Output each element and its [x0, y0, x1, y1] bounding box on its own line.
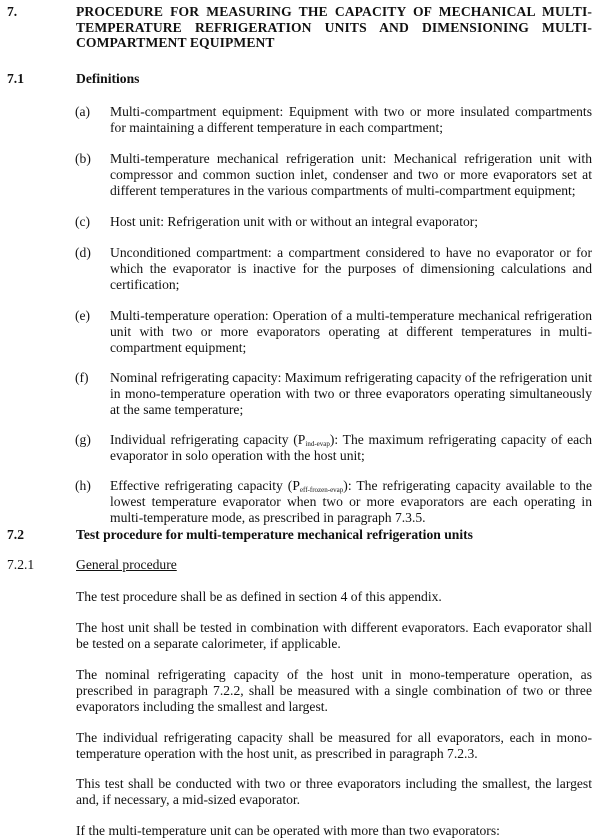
paragraph-5: This test shall be conducted with two or three evaporators including the smallest, the largest and, if necessary, a mid-sized evaporator.: [76, 776, 592, 808]
definition-label-a: (a): [75, 104, 91, 119]
section-7-title: PROCEDURE FOR MEASURING THE CAPACITY OF MECHANICAL MULTI-TEMPERATURE REFRIGERATION UNITS AND DIMENSIONING MULTI-COMPARTMENT EQUIPMENT: [76, 4, 592, 51]
definition-label-h: (h): [75, 478, 91, 493]
definition-g-text-before: Individual refrigerating capacity (P: [110, 432, 306, 447]
paragraph-2: The host unit shall be tested in combination with different evaporators. Each evaporator shall be tested on a separate calorimeter, if applicable.: [76, 620, 592, 652]
definition-b: Multi-temperature mechanical refrigeration unit: Mechanical refrigeration unit with compressor and common suction inlet, condenser and two or more evaporators set at different temperatures in the various compartments of multi-compartment equipment;: [110, 151, 592, 199]
definition-a: Multi-compartment equipment: Equipment with two or more insulated compartments for maintaining a different temperature in each compartment;: [110, 104, 592, 136]
section-7-2-1-title: [76, 557, 177, 573]
definition-g-text-after: ): The maximum refrigerating capacity of each evaporator in solo operation with the host unit;: [110, 432, 593, 464]
paragraph-6: If the multi-temperature unit can be operated with more than two evaporators:: [76, 823, 500, 838]
definition-label-g: (g): [75, 432, 91, 447]
definition-g-subscript: ind-evap: [305, 440, 330, 448]
definition-label-c: (c): [75, 214, 91, 229]
definition-label-f: (f): [75, 370, 89, 385]
definition-label-d: (d): [75, 245, 91, 260]
section-7-2-1-number: 7.2.1: [7, 557, 35, 572]
section-7-1-number: 7.1: [7, 71, 24, 86]
section-7-2-1-title-text: General procedure: [76, 557, 177, 572]
definition-label-e: (e): [75, 308, 91, 323]
definition-h-subscript: eff-frozen-evap: [299, 486, 344, 494]
paragraph-4: The individual refrigerating capacity shall be measured for all evaporators, each in mono-temperature operation with the host unit, as prescribed in paragraph 7.2.3.: [76, 730, 592, 762]
section-7-2-title: Test procedure for multi-temperature mechanical refrigeration units: [76, 527, 473, 542]
definition-c: Host unit: Refrigeration unit with or without an integral evaporator;: [110, 214, 479, 229]
definition-e: Multi-temperature operation: Operation of a multi-temperature mechanical refrigeration unit with two or more evaporators operating at different temperatures in multi-compartment equipment;: [110, 308, 592, 356]
section-7-2-number: 7.2: [7, 527, 24, 542]
definition-label-b: (b): [75, 151, 91, 166]
section-7-number: 7.: [7, 4, 18, 19]
section-7-1-title: Definitions: [76, 71, 140, 86]
definition-d: Unconditioned compartment: a compartment considered to have no evaporator or for which the evaporator is inactive for the purposes of dimensioning calculations and certification;: [110, 245, 592, 293]
definition-h-text-before: Effective refrigerating capacity (P: [110, 478, 300, 493]
paragraph-1: The test procedure shall be as defined in section 4 of this appendix.: [76, 589, 442, 604]
definition-h: [110, 478, 592, 527]
paragraph-3: The nominal refrigerating capacity of the host unit in mono-temperature operation, as prescribed in paragraph 7.2.2, shall be measured with a single combination of two or three evaporators including the smallest and largest.: [76, 667, 592, 715]
definition-g: [110, 432, 592, 464]
definition-h-text-after: ): The refrigerating capacity available to the lowest temperature evaporator when two or more evaporators are each operating in multi-temperature mode, as prescribed in paragraph 7.3.5.: [110, 478, 592, 526]
definition-f: Nominal refrigerating capacity: Maximum refrigerating capacity of the refrigeration unit in mono-temperature operation with two or three evaporators operating simultaneously at the same temperature;: [110, 370, 593, 418]
